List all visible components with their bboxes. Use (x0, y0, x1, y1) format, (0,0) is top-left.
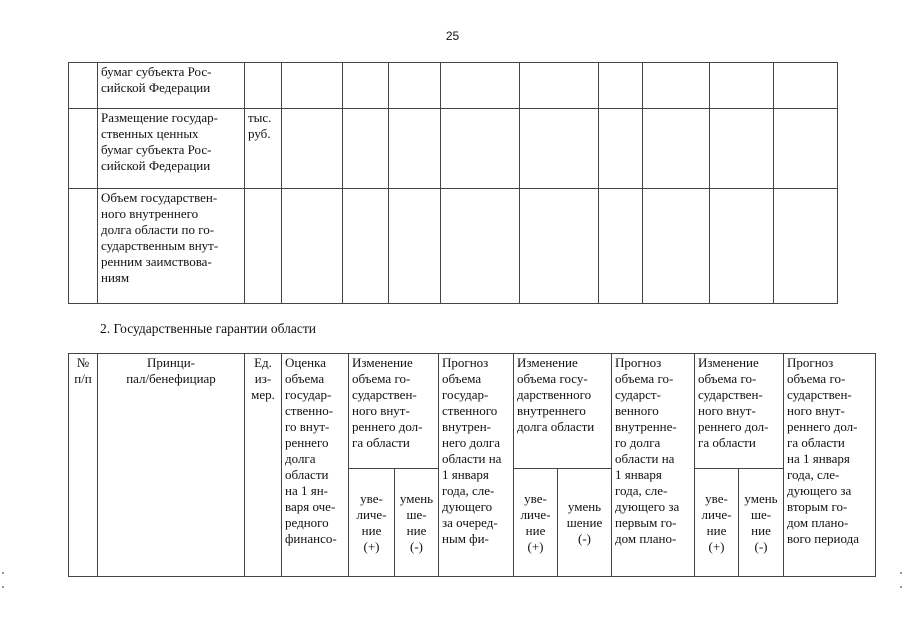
row-name: бумаг субъекта Рос- сийской Федерации (98, 63, 245, 109)
table-cell (69, 109, 98, 189)
header-increase: уве- личе- ние (+) (514, 469, 558, 577)
guarantees-table (68, 353, 876, 577)
table-row (69, 63, 838, 109)
scan-mark (2, 586, 4, 588)
header-increase: уве- личе- ние (+) (349, 469, 395, 577)
header-increase: уве- личе- ние (+) (695, 469, 739, 577)
header-forecast-2: Прогноз объема го- сударст- венного внутренне- го долга области на 1 января года, сле- дующего за первым го- дом плано- (612, 354, 695, 577)
header-forecast-1: Прогноз объема государ- ственного внутрен- него долга области на 1 января года, сле- дующего за очеред- ным фи- (439, 354, 514, 577)
row-name: Размещение государ- ственных ценных бумаг субъекта Рос- сийской Федерации (98, 109, 245, 189)
header-change-1: Изменение объема го- сударствен- ного внут- реннего дол- га области (349, 354, 439, 469)
row-unit: тыс. руб. (245, 109, 282, 189)
table-row (69, 189, 838, 304)
header-decrease: умень ше- ние (-) (739, 469, 784, 577)
row-unit (245, 189, 282, 304)
header-forecast-3: Прогноз объема го- сударствен- ного внут- реннего дол- га области на 1 января года, сле- дующего за вторым го- дом плано- вого периода (784, 354, 876, 577)
row-name: Объем государствен- ного внутреннего долга области по го- сударственным внут- ренним заимствова- ниям (98, 189, 245, 304)
header-decrease: умень шение (-) (558, 469, 612, 577)
header-decrease: умень ше- ние (-) (395, 469, 439, 577)
page-number: 25 (445, 29, 460, 43)
table-row (69, 109, 838, 189)
header-number: № п/п (69, 354, 98, 577)
table-cell (69, 63, 98, 109)
scan-mark (2, 572, 4, 574)
borrowings-table (68, 62, 838, 304)
header-estimate: Оценка объема государ- ственно- го внут- реннего долга области на 1 ян- варя оче- редного финансо- (282, 354, 349, 577)
table-header-row (69, 354, 876, 469)
table-cell (69, 189, 98, 304)
row-unit (245, 63, 282, 109)
scan-mark (900, 572, 902, 574)
section-title: 2. Государственные гарантии области (100, 321, 316, 336)
scan-mark (900, 586, 902, 588)
header-unit: Ед. из- мер. (245, 354, 282, 577)
header-principal: Принци- пал/бенефициар (98, 354, 245, 577)
header-change-3: Изменение объема го- сударствен- ного внут- реннего дол- га области (695, 354, 784, 469)
header-change-2: Изменение объема госу- дарственного внутреннего долга области (514, 354, 612, 469)
